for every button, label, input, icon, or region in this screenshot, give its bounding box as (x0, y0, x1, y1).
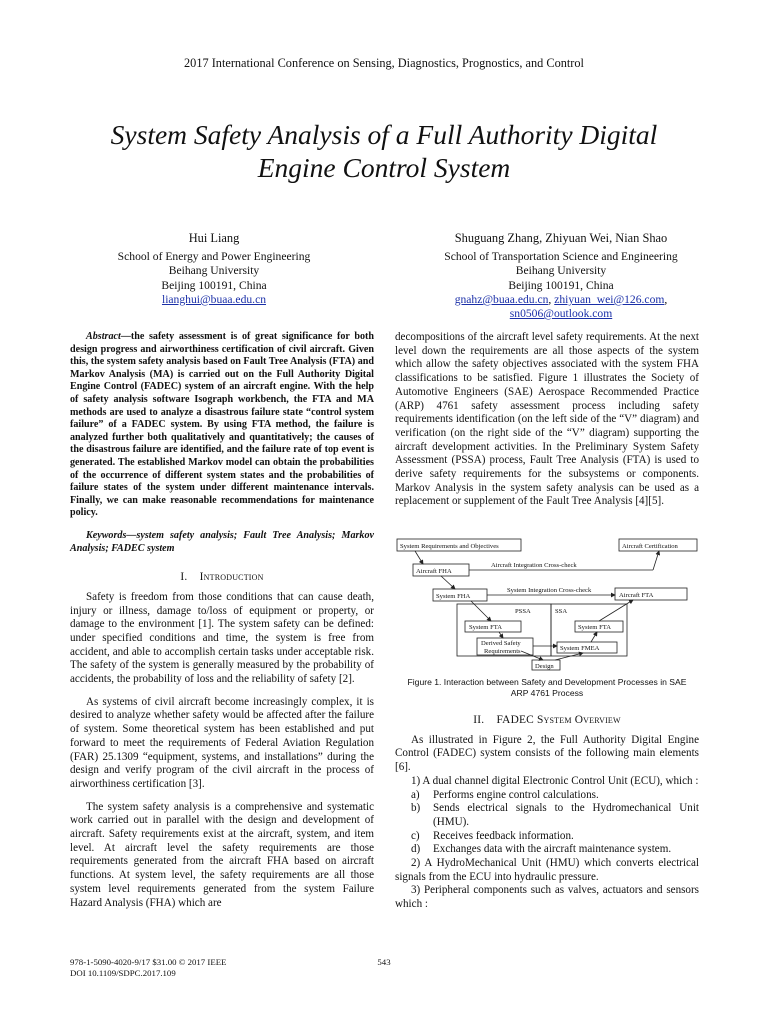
title-line-2: Engine Control System (257, 152, 511, 183)
author-email-link[interactable]: zhiyuan_wei@126.com (554, 292, 665, 306)
author-university: Beihang University (168, 264, 260, 278)
list-text: Receives feedback information. (433, 829, 574, 842)
conference-header: 2017 International Conference on Sensing, Diagnostics, Prognostics, and Control (184, 56, 584, 70)
label-design: Design (535, 663, 554, 670)
author-email-link[interactable]: sn0506@outlook.com (509, 307, 613, 321)
right-column (395, 331, 699, 509)
author-affiliation: School of Transportation Science and Engineering (444, 250, 678, 264)
section-number: I. (180, 571, 188, 584)
list-text: Exchanges data with the aircraft maintenance system. (433, 843, 672, 856)
abstract-label: Abstract (86, 331, 121, 342)
label-system-fta-left: System FTA (469, 624, 502, 631)
author-university: Beihang University (515, 264, 607, 278)
list-item (395, 830, 699, 844)
abstract-body: —the safety assessment is of great significance for both design progress and airworthiness certification of civil aircraft. Given this, the system safety analysis based on Fault Tree Analysis (FTA) and Markov Analysis (MA) is carried out on the Full Authority Digital Engine Control (FADEC) system of an aircraft engine. With the help of safety analysis software Isograph workbench, the FTA and MA methods are used to analyze a disastrous failure state “control system failure” of a FADEC system. By using FTA method, the failure is analyzed further both qualitatively and quantitatively; the causes of the disastrous failure are identified, and the failure rate of top event is generated. The established Markov model can obtain the probabilities of the occurrence of different system states and the probabilities of failure states of the system under different maintenance intervals. Finally, we can make reasonable recommendations for maintenance policy. (70, 331, 374, 519)
author-address: Beijing 100191, China (161, 278, 267, 292)
label-derived-1: Derived Safety (481, 640, 521, 647)
section-heading-1 (70, 571, 374, 585)
list-item: 1) A dual channel digital Electronic Control Unit (ECU), which : (411, 774, 699, 787)
keywords: Keywords—system safety analysis; Fault Tree Analysis; Markov Analysis; FADEC system (70, 529, 374, 554)
author-names: Shuguang Zhang, Zhiyuan Wei, Nian Shao (454, 231, 668, 245)
abstract (70, 331, 374, 520)
caption-line-1: Figure 1. Interaction between Safety and Development Processes in SAE (407, 677, 687, 687)
label-pssa: PSSA (515, 608, 531, 615)
list-item: 2) A HydroMechanical Unit (HMU) which converts electrical signals from the ECU into hydraulic pressure. (395, 857, 699, 883)
list-text: Sends electrical signals to the Hydromechanical Unit (HMU). (433, 802, 699, 828)
section-heading-2 (395, 714, 699, 728)
title-line-1: System Safety Analysis of a Full Authority Digital (110, 119, 658, 150)
list-marker: b) (411, 802, 421, 815)
label-system-fta-right: System FTA (578, 624, 611, 631)
label-system-fmea: System FMEA (560, 645, 600, 652)
list-text: Performs engine control calculations. (433, 788, 599, 801)
paragraph: As illustrated in Figure 2, the Full Authority Digital Engine Control (FADEC) system consists of the following main elements [6]. (395, 733, 699, 774)
footer-doi: DOI 10.1109/SDPC.2017.109 (70, 968, 176, 978)
caption-line-2: ARP 4761 Process (510, 688, 584, 698)
label-aircraft-integration: Aircraft Integration Cross-check (491, 562, 577, 569)
author-affiliation: School of Energy and Power Engineering (117, 250, 311, 264)
label-system-integration: System Integration Cross-check (507, 587, 592, 594)
paper-title (60, 118, 708, 184)
footer-isbn: 978-1-5090-4020-9/17 $31.00 © 2017 IEEE (70, 957, 227, 967)
author-email-link[interactable]: lianghui@buaa.edu.cn (161, 292, 267, 306)
list-marker: d) (411, 843, 421, 856)
label-derived-2: Requirements (484, 648, 521, 655)
section-title: Introduction (199, 571, 264, 584)
list-marker: c) (411, 829, 420, 842)
left-column (70, 331, 374, 910)
section-title: FADEC System Overview (496, 714, 621, 726)
figure-1-diagram (395, 534, 699, 674)
paragraph: Safety is freedom from those conditions that can cause death, injury or illness, damage to/loss of equipment or property, or damage to the environment [1]. The system safety can be defined: under specified conditions and time, the system is free from accident, and able to accomplish certain tasks under acceptable risk. The safety of the system is generally measured by the probability of accidents, the probability of loss and the reliability of safety [2]. (70, 590, 374, 686)
author-block-right: Shuguang Zhang, Zhiyuan Wei, Nian Shao School of Transportation Science and Engineering Beihang University Beijing 100191, China gnahz@buaa.edu.cn, zhiyuan_wei@126.com, sn0506@outlook.com (391, 231, 731, 321)
label-aircraft-certification: Aircraft Certification (622, 543, 678, 550)
list-item (395, 843, 699, 857)
list-item (395, 802, 699, 829)
label-system-fha: System FHA (436, 593, 471, 600)
figure-1-caption (395, 677, 699, 699)
label-aircraft-fha: Aircraft FHA (416, 568, 452, 575)
label-system-requirements: System Requirements and Objectives (400, 543, 499, 550)
author-email-link[interactable]: gnahz@buaa.edu.cn (454, 292, 549, 306)
paragraph: As systems of civil aircraft become increasingly complex, it is desired to analyze whether safety would be affected after the failure of system. Some theoretical system has been established and put forward to meet the requirements of Federal Aviation Regulation (FAR) 25.1309 “equipment, systems, and installations” during the design and verify program of the civil aircraft in the process of airworthiness certification [3]. (70, 695, 374, 790)
right-column-lower (395, 714, 699, 912)
author-address: Beijing 100191, China (508, 278, 614, 292)
label-aircraft-fta: Aircraft FTA (619, 592, 654, 599)
list-marker: a) (411, 788, 420, 801)
author-block-left (44, 231, 384, 307)
list-item (395, 789, 699, 803)
author-name: Hui Liang (188, 231, 240, 245)
section-number: II. (473, 714, 485, 726)
paragraph: The system safety analysis is a comprehensive and systematic work carried out in parallel with the design and development of aircraft. Safety requirements exist at the aircraft, system, and item level. At aircraft level the safety requirements are those requirements generated from the aircraft FHA based on aircraft functions. At system level, the safety requirements are all those system level requirements generated from the system Failure Hazard Analysis (FHA) which are (70, 800, 374, 909)
label-ssa: SSA (555, 608, 568, 615)
page-number: 543 (377, 957, 391, 967)
paragraph: decompositions of the aircraft level safety requirements. At the next level down the requirements are all those aspects of the system which allow the safety objectives associated with the system FHA classifications to be satisfied. Figure 1 illustrates the Society of Automotive Engineers (SAE) Aerospace Recommended Practice (ARP) 4761 safety assessment process including safety requirements identification (on the left side of the “V” diagram) and verification (on the right side of the “V” diagram) supporting the aircraft development activities. In the Preliminary System Safety Assessment (PSSA) process, Fault Tree Analysis (FTA) is used to derive safety requirements for the subsystems or components. Markov Analysis in the system safety analysis can be used as a replacement or supplement of the Fault Tree Analysis [4][5]. (395, 331, 699, 508)
list-item: 3) Peripheral components such as valves, actuators and sensors which : (395, 884, 699, 911)
